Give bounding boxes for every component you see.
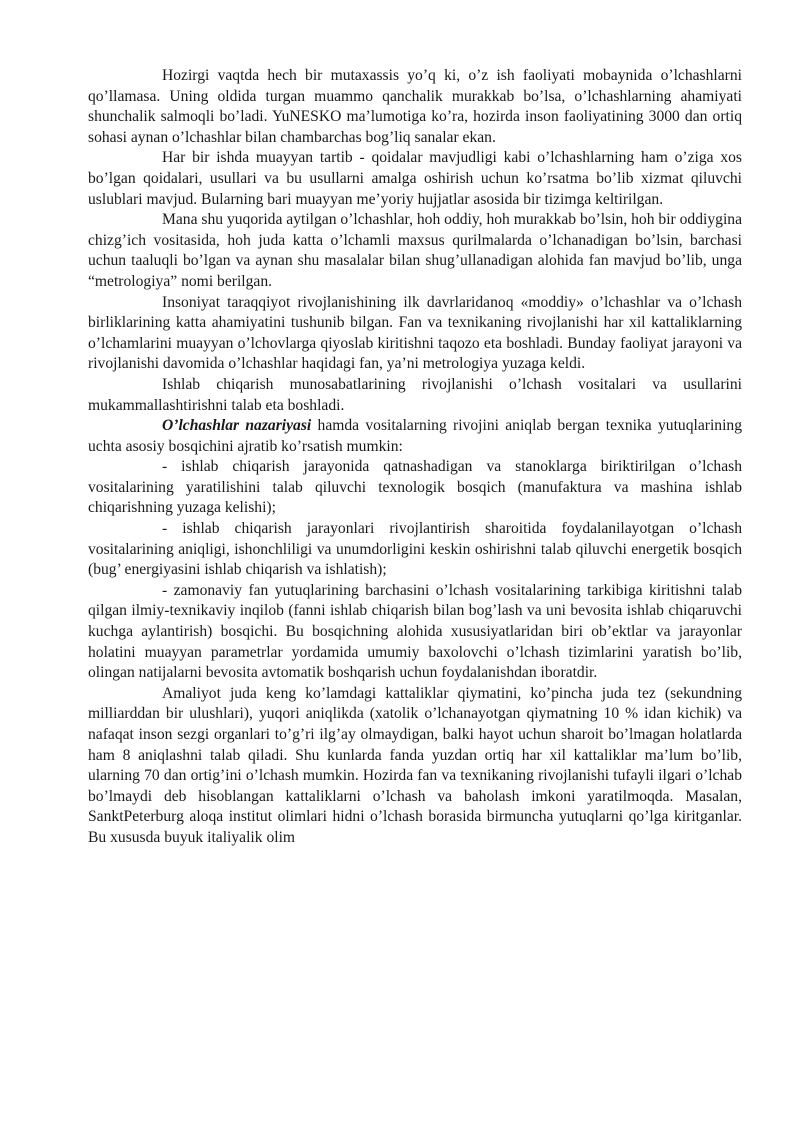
- paragraph-6: [88, 416, 742, 457]
- paragraph-5: Ishlab chiqarish munosabatlarining rivojlanishi o’lchash vositalari va usullarini mukammallashtirishni talab eta boshladi.: [88, 375, 742, 414]
- paragraph-2: Har bir ishda muayyan tartib - qoidalar mavjudligi kabi o’lchashlarning ham o’ziga xos bo’lgan qoidalari, usullari va bu usullarni amalga oshirish uchun ko’rsatma bo’lib xizmat qiluvchi uslublari mavjud. Bularning bari muayyan me’yoriy hujjatlar asosida bir tizimga keltirilgan.: [88, 149, 742, 208]
- paragraph-4: Insoniyat taraqqiyot rivojlanishining ilk davrlaridanoq «moddiy» o’lchashlar va o’lchash birliklarining katta ahamiyatini tushunib bilgan. Fan va texnikaning rivojlanishi har xil kattaliklarning o’lchamlarini muayyan o’lchovlarga qiyoslab kiritishni taqozo eta boshladi. Bunday faoliyat jarayoni va rivojlanishi davomida o’lchashlar haqidagi fan, ya’ni metrologiya yuzaga keldi.: [88, 293, 742, 373]
- term-measurement-theory: O’lchashlar nazariyasi: [162, 417, 312, 435]
- list-item-technological-stage: - ishlab chiqarish jarayonida qatnashadigan va stanoklarga biriktirilgan o’lchash vositalarining yaratilishini talab qiluvchi texnologik bosqich (manufaktura va mashina ishlab chiqarishning yuzaga kelishi);: [88, 458, 742, 517]
- paragraph-7: Amaliyot juda keng ko’lamdagi kattaliklar qiymatini, ko’pincha juda tez (sekundning milliarddan bir ulushlari), yuqori aniqlikda (xatolik o’lchanayotgan qiymatning 10 % idan kichik) va nafaqat inson sezgi organlari to’g’ri ilg’ay olmaydigan, balki hayot uchun sharoit bo’lmagan holatlarda ham 8 aniqlashni talab qiladi. Shu kunlarda fanda yuzdan ortiq har xil kattaliklar ma’lum bo’lib, ularning 70 dan ortig’ini o’lchash mumkin. Hozirda fan va texnikaning rivojlanishi tufayli ilgari o’lchab bo’lmaydi deb hisoblangan kattaliklarni o’lchash va baholash imkoni yaratilmoqda. Masalan, SanktPeterburg aloqa institut olimlari hidni o’lchash borasida birmuncha yutuqlarni qo’lga kiritganlar. Bu xususda buyuk italiyalik olim: [88, 684, 742, 846]
- list-item-energy-stage: - ishlab chiqarish jarayonlari rivojlantirish sharoitida foydalanilayotgan o’lchash vositalarining aniqligi, ishonchliligi va unumdorligini keskin oshirishni talab qiluvchi energetik bosqich (bug’ energiyasini ishlab chiqarish va ishlatish);: [88, 520, 742, 579]
- paragraph-1: Hozirgi vaqtda hech bir mutaxassis yo’q ki, o’z ish faoliyati mobaynida o’lchashlarni qo’llamasa. Uning oldida turgan muammo qanchalik murakkab bo’lsa, o’lchashlarning ahamiyati shunchalik salmoqli bo’ladi. YuNESKO ma’lumotiga ko’ra, hozirda inson faoliyatining 3000 dan ortiq sohasi aynan o’lchashlar bilan chambarchas bog’liq sanalar ekan.: [88, 67, 742, 146]
- document-page: [88, 66, 742, 849]
- paragraph-3: Mana shu yuqorida aytilgan o’lchashlar, hoh oddiy, hoh murakkab bo’lsin, hoh bir oddiygina chizg’ich vositasida, hoh juda katta o’lchamli maxsus qurilmalarda o’lchanadigan bo’lsin, barchasi uchun taaluqli bo’lgan va aynan shu masalalar bilan shug’ullanadigan alohida fan mavjud bo’lib, unga “metrologiya” nomi berilgan.: [88, 211, 742, 290]
- list-item-scientific-stage: - zamonaviy fan yutuqlarining barchasini o’lchash vositalarining tarkibiga kiritishni talab qilgan ilmiy-texnikaviy inqilob (fanni ishlab chiqarish bilan bog’lash va uni bevosita ishlab chiqaruvchi kuchga aylantirish) bosqichi. Bu bosqichning alohida xususiyatlaridan biri ob’ektlar va jarayonlar holatini muayyan parametrlar yordamida umumiy baxolovchi o’lchash tizimlarini yaratish bo’lib, olingan natijalarni bevosita avtomatik boshqarish uchun foydalanishdan iboratdir.: [88, 581, 742, 682]
- paragraph-6-text: hamda vositalarning rivojini aniqlab bergan texnika yutuqlarining uchta asosiy bosqichini ajratib ko’rsatish mumkin:: [88, 417, 742, 455]
